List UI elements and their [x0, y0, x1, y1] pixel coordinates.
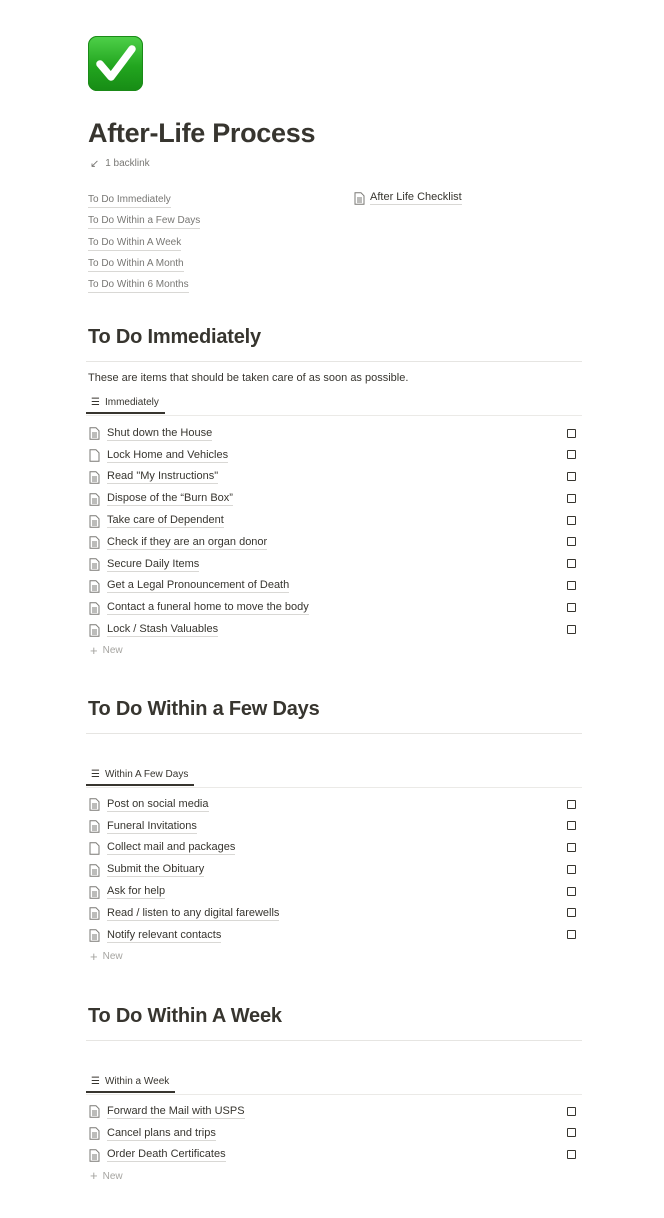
- item-title: Submit the Obituary: [107, 863, 205, 876]
- checkbox[interactable]: [567, 603, 576, 612]
- list-item[interactable]: [88, 423, 582, 445]
- list-view-icon: ☰: [91, 768, 100, 780]
- checkbox[interactable]: [567, 887, 576, 896]
- document-icon: [89, 842, 100, 855]
- item-title: Take care of Dependent: [107, 514, 224, 527]
- item-title: Lock Home and Vehicles: [107, 448, 229, 461]
- document-icon: [89, 515, 100, 528]
- item-title: Ask for help: [107, 885, 166, 898]
- list-item[interactable]: [88, 445, 582, 467]
- checkbox[interactable]: [567, 429, 576, 438]
- document-icon: [89, 580, 100, 593]
- checkbox[interactable]: [567, 581, 576, 590]
- item-title: Check if they are an organ donor: [107, 535, 268, 548]
- divider: [86, 787, 582, 788]
- list-item[interactable]: [88, 816, 582, 838]
- item-title: Shut down the House: [107, 426, 213, 439]
- view-tab-label: Within a Week: [104, 1075, 170, 1087]
- view-tab-label: Within A Few Days: [104, 768, 189, 780]
- list-item[interactable]: [88, 488, 582, 510]
- list-view-icon: ☰: [91, 396, 100, 408]
- list-item[interactable]: [88, 838, 582, 860]
- toc-link[interactable]: To Do Immediately: [88, 193, 171, 208]
- new-item-button[interactable]: [88, 641, 582, 661]
- checkbox[interactable]: [567, 908, 576, 917]
- toc-link[interactable]: To Do Within A Month: [88, 257, 184, 272]
- document-icon: [89, 1127, 100, 1140]
- list-item[interactable]: [88, 554, 582, 576]
- section-to-do-immediately: [88, 325, 582, 658]
- document-icon: [89, 864, 100, 877]
- task-list: [88, 794, 582, 967]
- list-item[interactable]: [88, 1123, 582, 1145]
- view-tab-label: Immediately: [104, 396, 159, 408]
- plus-icon: +: [90, 642, 98, 658]
- checkbox[interactable]: [567, 1107, 576, 1116]
- item-title: Read / listen to any digital farewells: [107, 906, 280, 919]
- new-item-label: New: [102, 1170, 123, 1182]
- document-icon: [89, 471, 100, 484]
- plus-icon: +: [90, 948, 98, 964]
- document-icon: [89, 602, 100, 615]
- item-title: Funeral Invitations: [107, 819, 197, 832]
- list-item[interactable]: [88, 532, 582, 554]
- item-title: Get a Legal Pronouncement of Death: [107, 579, 290, 592]
- checkbox[interactable]: [567, 450, 576, 459]
- toc-link[interactable]: To Do Within A Week: [88, 236, 181, 251]
- new-item-label: New: [102, 645, 123, 657]
- document-icon: [354, 192, 365, 205]
- section-to-do-within-a-few-days: [88, 697, 582, 964]
- section-heading[interactable]: To Do Within a Few Days: [88, 698, 320, 720]
- list-item[interactable]: [88, 576, 582, 598]
- document-icon: [89, 929, 100, 942]
- checkbox[interactable]: [567, 930, 576, 939]
- divider: [86, 415, 582, 416]
- document-icon: [89, 798, 100, 811]
- divider: [86, 1094, 582, 1095]
- arrow-down-left-icon: ↙: [90, 158, 100, 170]
- list-item[interactable]: [88, 1101, 582, 1123]
- document-icon: [89, 907, 100, 920]
- plus-icon: +: [90, 1168, 98, 1184]
- list-item[interactable]: [88, 859, 582, 881]
- document-icon: [89, 820, 100, 833]
- document-icon: [89, 624, 100, 637]
- backlink-label: 1 backlink: [105, 158, 150, 169]
- divider: [86, 733, 582, 734]
- page-title[interactable]: After-Life Process: [88, 118, 316, 148]
- list-item[interactable]: [88, 925, 582, 947]
- section-description[interactable]: These are items that should be taken care of as soon as possible.: [88, 372, 409, 384]
- item-title: Contact a funeral home to move the body: [107, 601, 309, 614]
- view-tab-immediately[interactable]: [86, 392, 165, 414]
- checkbox[interactable]: [567, 472, 576, 481]
- checkbox[interactable]: [567, 865, 576, 874]
- checkbox[interactable]: [567, 494, 576, 503]
- document-icon: [89, 1105, 100, 1118]
- document-icon: [89, 1149, 100, 1162]
- item-title: Dispose of the “Burn Box”: [107, 492, 233, 505]
- document-icon: [89, 886, 100, 899]
- checkbox[interactable]: [567, 843, 576, 852]
- item-title: Secure Daily Items: [107, 557, 200, 570]
- task-list: [88, 1101, 582, 1186]
- toc-link[interactable]: To Do Within 6 Months: [88, 278, 189, 293]
- new-item-button[interactable]: [88, 947, 582, 967]
- checkbox[interactable]: [567, 821, 576, 830]
- section-to-do-within-a-week: [88, 1004, 582, 1184]
- item-title: Lock / Stash Valuables: [107, 623, 219, 636]
- checkbox[interactable]: [567, 800, 576, 809]
- toc-link[interactable]: To Do Within a Few Days: [88, 214, 200, 229]
- item-title: Read "My Instructions": [107, 470, 219, 483]
- view-tab-within-a-week[interactable]: [86, 1071, 175, 1093]
- backlink-button[interactable]: [90, 157, 150, 170]
- linked-page-label: After Life Checklist: [370, 191, 462, 203]
- divider: [86, 361, 582, 362]
- checkbox[interactable]: [567, 1150, 576, 1159]
- list-item[interactable]: [88, 597, 582, 619]
- item-title: Notify relevant contacts: [107, 928, 222, 941]
- item-title: Cancel plans and trips: [107, 1126, 216, 1139]
- item-title: Forward the Mail with USPS: [107, 1104, 245, 1117]
- checkbox[interactable]: [567, 537, 576, 546]
- check-mark-emoji-icon[interactable]: [88, 36, 143, 91]
- document-icon: [89, 493, 100, 506]
- document-icon: [89, 536, 100, 549]
- document-icon: [89, 427, 100, 440]
- list-item[interactable]: [88, 1145, 582, 1167]
- document-icon: [89, 449, 100, 462]
- list-item[interactable]: [88, 903, 582, 925]
- item-title: Post on social media: [107, 797, 209, 810]
- view-tab-within-a-few-days[interactable]: [86, 764, 194, 786]
- list-item[interactable]: [88, 794, 582, 816]
- list-item[interactable]: [88, 467, 582, 489]
- new-item-button[interactable]: [88, 1166, 582, 1186]
- checkbox[interactable]: [567, 516, 576, 525]
- checkbox[interactable]: [567, 1128, 576, 1137]
- checkbox[interactable]: [567, 625, 576, 634]
- table-of-contents: [88, 193, 200, 299]
- list-item[interactable]: [88, 881, 582, 903]
- item-title: Order Death Certificates: [107, 1148, 226, 1161]
- list-item[interactable]: [88, 510, 582, 532]
- document-icon: [89, 558, 100, 571]
- list-item[interactable]: [88, 619, 582, 641]
- linked-page-after-life-checklist[interactable]: [354, 191, 462, 205]
- task-list: [88, 423, 582, 661]
- checkbox[interactable]: [567, 559, 576, 568]
- section-heading[interactable]: To Do Immediately: [88, 326, 261, 348]
- new-item-label: New: [102, 951, 123, 963]
- divider: [86, 1040, 582, 1041]
- section-heading[interactable]: To Do Within A Week: [88, 1005, 282, 1027]
- item-title: Collect mail and packages: [107, 841, 236, 854]
- list-view-icon: ☰: [91, 1075, 100, 1087]
